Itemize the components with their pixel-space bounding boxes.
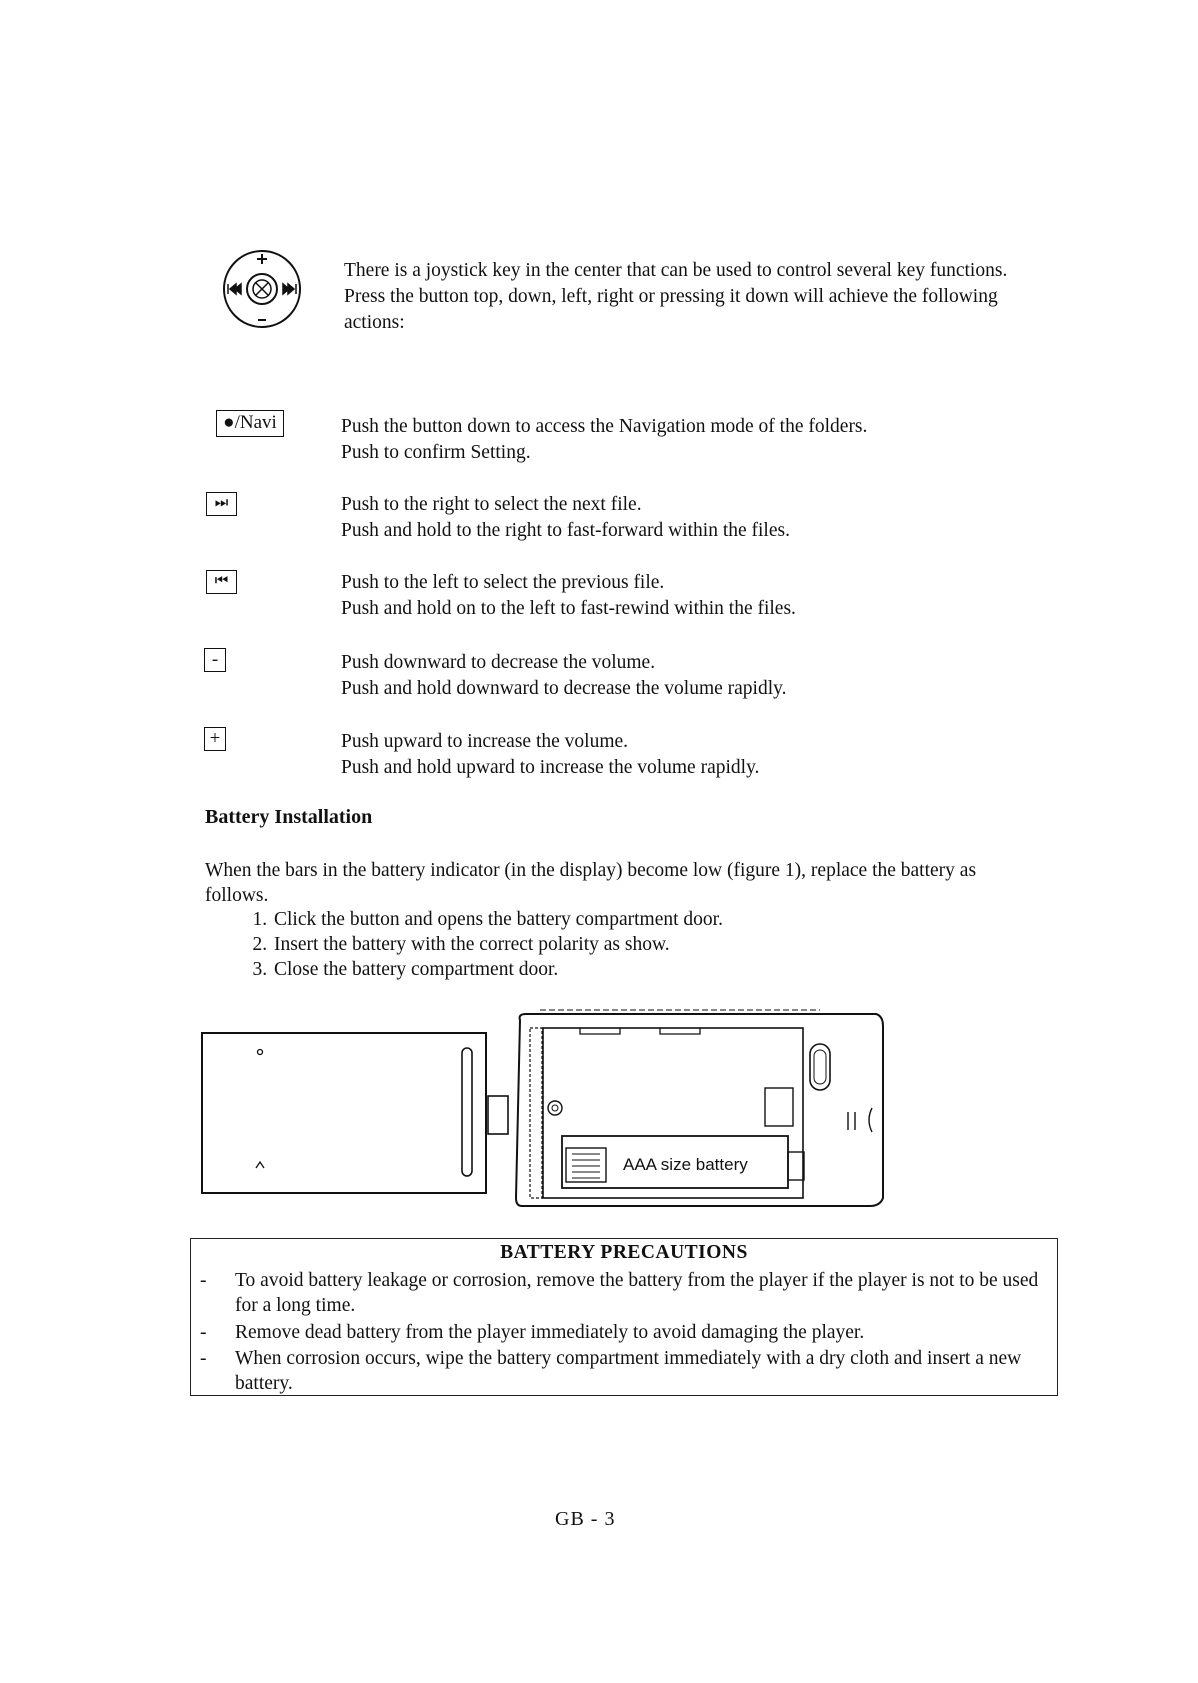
joystick-icon	[214, 248, 310, 330]
battery-step: 2. Insert the battery with the correct polarity as show.	[272, 932, 723, 957]
battery-steps	[234, 907, 723, 982]
key-line: Push the button down to access the Navigation mode of the folders.	[341, 416, 868, 437]
battery-step: 1. Click the button and opens the battery compartment door.	[272, 907, 723, 932]
minus-key-icon: -	[204, 648, 226, 672]
key-line: Push to the right to select the next file.	[341, 494, 642, 515]
key-line: Push and hold on to the left to fast-rewind within the files.	[341, 598, 796, 619]
navi-key-icon: ●/Navi	[216, 410, 284, 437]
page-number: GB - 3	[555, 1508, 616, 1530]
precautions-title: BATTERY PRECAUTIONS	[500, 1242, 748, 1263]
key-line: Push downward to decrease the volume.	[341, 652, 656, 673]
key-description-previous	[341, 570, 1101, 622]
key-description-next	[341, 492, 1101, 544]
key-line: Push and hold upward to increase the volume rapidly.	[341, 757, 760, 778]
battery-intro: When the bars in the battery indicator (in the display) become low (figure 1), replace the battery as follows.	[205, 860, 977, 906]
key-line: Push and hold downward to decrease the volume rapidly.	[341, 678, 787, 699]
previous-key-icon: ⏮	[206, 570, 237, 594]
key-line: Push to confirm Setting.	[341, 442, 531, 463]
battery-figure-label: AAA size battery	[623, 1155, 748, 1174]
battery-step: 3. Close the battery compartment door.	[272, 957, 723, 982]
next-key-icon: ⏭	[206, 492, 237, 516]
battery-compartment-figure	[200, 1008, 900, 1210]
key-line: Push upward to increase the volume.	[341, 731, 629, 752]
key-description-minus	[341, 650, 1101, 702]
key-description-navi	[341, 414, 1101, 466]
key-line: Push to the left to select the previous file.	[341, 572, 665, 593]
intro-text: There is a joystick key in the center that can be used to control several key functions. Press the button top, down, left, right or pressing it down will achieve the following actions:	[344, 260, 1008, 333]
battery-installation-heading: Battery Installation	[205, 806, 373, 828]
key-line: Push and hold to the right to fast-forward within the files.	[341, 520, 790, 541]
key-description-plus	[341, 729, 1101, 781]
plus-key-icon: +	[204, 727, 226, 751]
